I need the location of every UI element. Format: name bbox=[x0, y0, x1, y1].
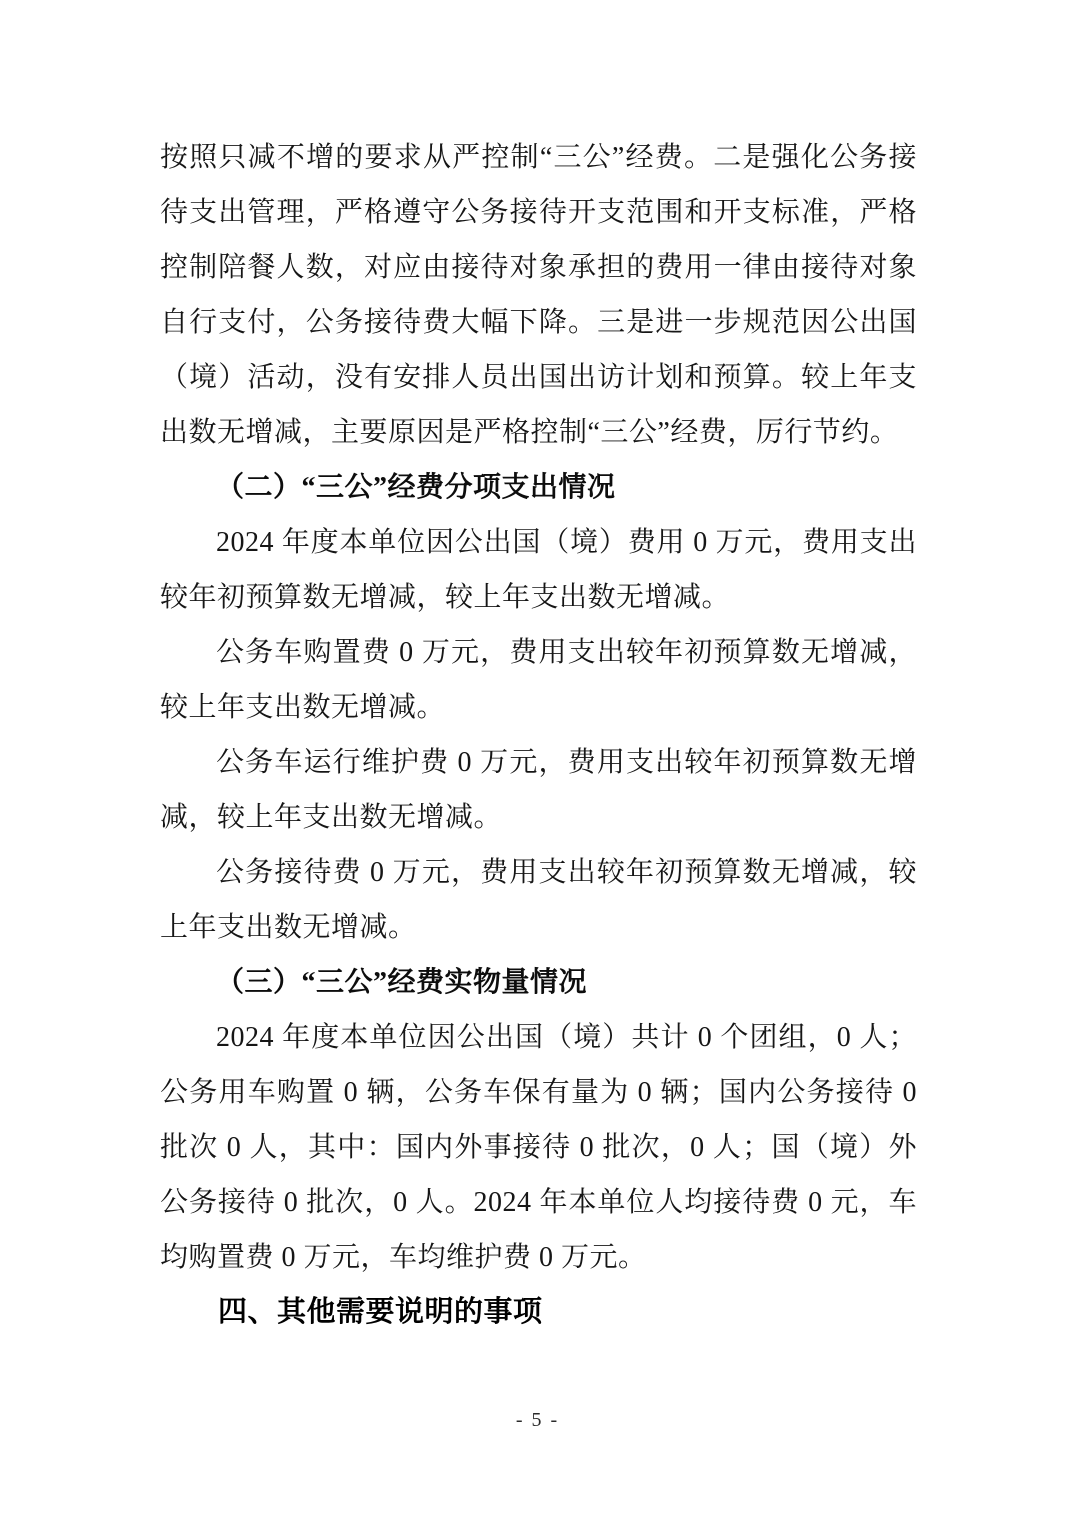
page-number: - 5 - bbox=[515, 1409, 560, 1431]
section-heading: （二）“三公”经费分项支出情况 bbox=[216, 472, 616, 503]
document-body bbox=[160, 130, 917, 1340]
paragraph: 2024 年度本单位因公出国（境）共计 0 个团组，0 人；公务用车购置 0 辆，公务车保有量为 0 辆；国内公务接待 0 批次 0 人，其中：国内外事接待 0 批次，0 人；国（境）外公务接待 0 批次，0 人。2024 年本单位人均接待费 0 元，车均购置费 0 万元，车均维护费 0 万元。 bbox=[160, 1022, 917, 1273]
section-heading: 四、其他需要说明的事项 bbox=[218, 1296, 543, 1328]
paragraph: 公务车运行维护费 0 万元，费用支出较年初预算数无增减，较上年支出数无增减。 bbox=[160, 747, 917, 833]
paragraph: 按照只减不增的要求从严控制“三公”经费。二是强化公务接待支出管理，严格遵守公务接待开支范围和开支标准，严格控制陪餐人数，对应由接待对象承担的费用一律由接待对象自行支付，公务接待费大幅下降。三是进一步规范因公出国（境）活动，没有安排人员出国出访计划和预算。较上年支出数无增减，主要原因是严格控制“三公”经费，厉行节约。 bbox=[160, 142, 917, 448]
paragraph: 公务接待费 0 万元，费用支出较年初预算数无增减，较上年支出数无增减。 bbox=[160, 857, 917, 943]
paragraph: 2024 年度本单位因公出国（境）费用 0 万元，费用支出较年初预算数无增减，较上年支出数无增减。 bbox=[160, 527, 917, 613]
paragraph: 公务车购置费 0 万元，费用支出较年初预算数无增减，较上年支出数无增减。 bbox=[160, 637, 917, 723]
page-footer bbox=[0, 1409, 1075, 1432]
section-heading: （三）“三公”经费实物量情况 bbox=[216, 967, 588, 998]
